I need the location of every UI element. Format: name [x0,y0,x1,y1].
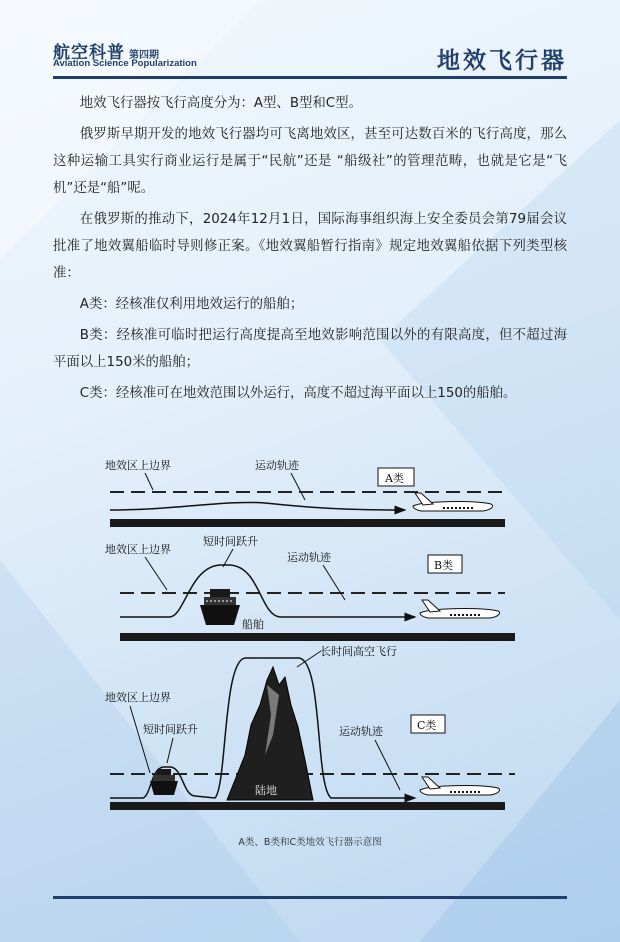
b-plane-icon [420,600,500,618]
wig-type-diagram [95,455,520,835]
c-jump-leader [167,738,173,763]
b-track-leader [323,565,345,600]
b-ship-label: 船舶 [242,618,264,631]
c-ship-icon [150,769,178,795]
paragraph: 地效飞行器按飞行高度分为：A型、B型和C型。 [79,96,362,111]
issue-number: 第四期 [129,50,159,61]
c-ground-bar [110,802,505,810]
panel-b [105,534,515,641]
panel-c [105,644,515,810]
b-boundary-leader [145,557,167,590]
b-jump-label: 短时间跃升 [203,535,258,548]
b-ground-bar [120,633,515,641]
figure-caption: A类、B类和C类地效飞行器示意图 [238,837,382,848]
a-plane-icon [413,493,493,511]
panel-a [105,458,505,527]
c-boundary-leader [130,706,150,773]
magazine-english-title: Aviation Science Popularization [53,58,197,69]
paragraph: C类：经核准可在地效范围以外运行，高度不超过海平面以上150的船舶。 [79,386,517,401]
header-divider [53,76,567,79]
a-ground-bar [110,519,505,527]
magazine-title-text: 航空科普 [53,43,125,63]
b-track-path [120,565,415,617]
b-boundary-label: 地效区上边界 [105,543,171,556]
c-long-flight-label: 长时间高空飞行 [320,645,397,658]
c-track-leader [375,740,400,790]
a-track-leader [291,473,305,500]
b-ship-icon [200,589,240,625]
paragraph: A类：经核准仅利用地效运行的船舶； [79,297,304,312]
b-track-label: 运动轨迹 [287,551,331,564]
a-boundary-label: 地效区上边界 [105,459,171,472]
c-track-label: 运动轨迹 [339,725,383,738]
footer-divider [53,896,567,899]
c-jump-label: 短时间跃升 [143,723,198,736]
c-type-label: C类 [417,719,437,732]
paragraph: 俄罗斯早期开发的地效飞行器均可飞离地效区，甚至可达数百米的飞行高度，那么这种运输工具实行商业运行是属于“民航”还是 “船级社”的管理范畴，也就是它是“飞机”还是“船”呢。 [53,127,567,196]
section-title: 地效飞行器 [437,48,567,74]
a-track-label: 运动轨迹 [255,459,299,472]
a-boundary-leader [145,473,153,490]
paragraph: 在俄罗斯的推动下，2024年12月1日，国际海事组织海上安全委员会第79届会议批准了地效翼船临时导则修正案。《地效翼船暂行指南》规定地效翼船依据下列类型核准： [53,212,567,281]
a-track-path [110,502,405,510]
c-land-label: 陆地 [255,784,277,797]
a-type-label: A类 [385,472,404,485]
paragraph: B类：经核准可临时把运行高度提高至地效影响范围以外的有限高度，但不超过海平面以上150米的船舶； [53,328,567,370]
c-boundary-label: 地效区上边界 [105,691,171,704]
article-body [53,90,567,411]
b-type-label: B类 [434,559,454,572]
c-plane-icon [420,777,500,795]
